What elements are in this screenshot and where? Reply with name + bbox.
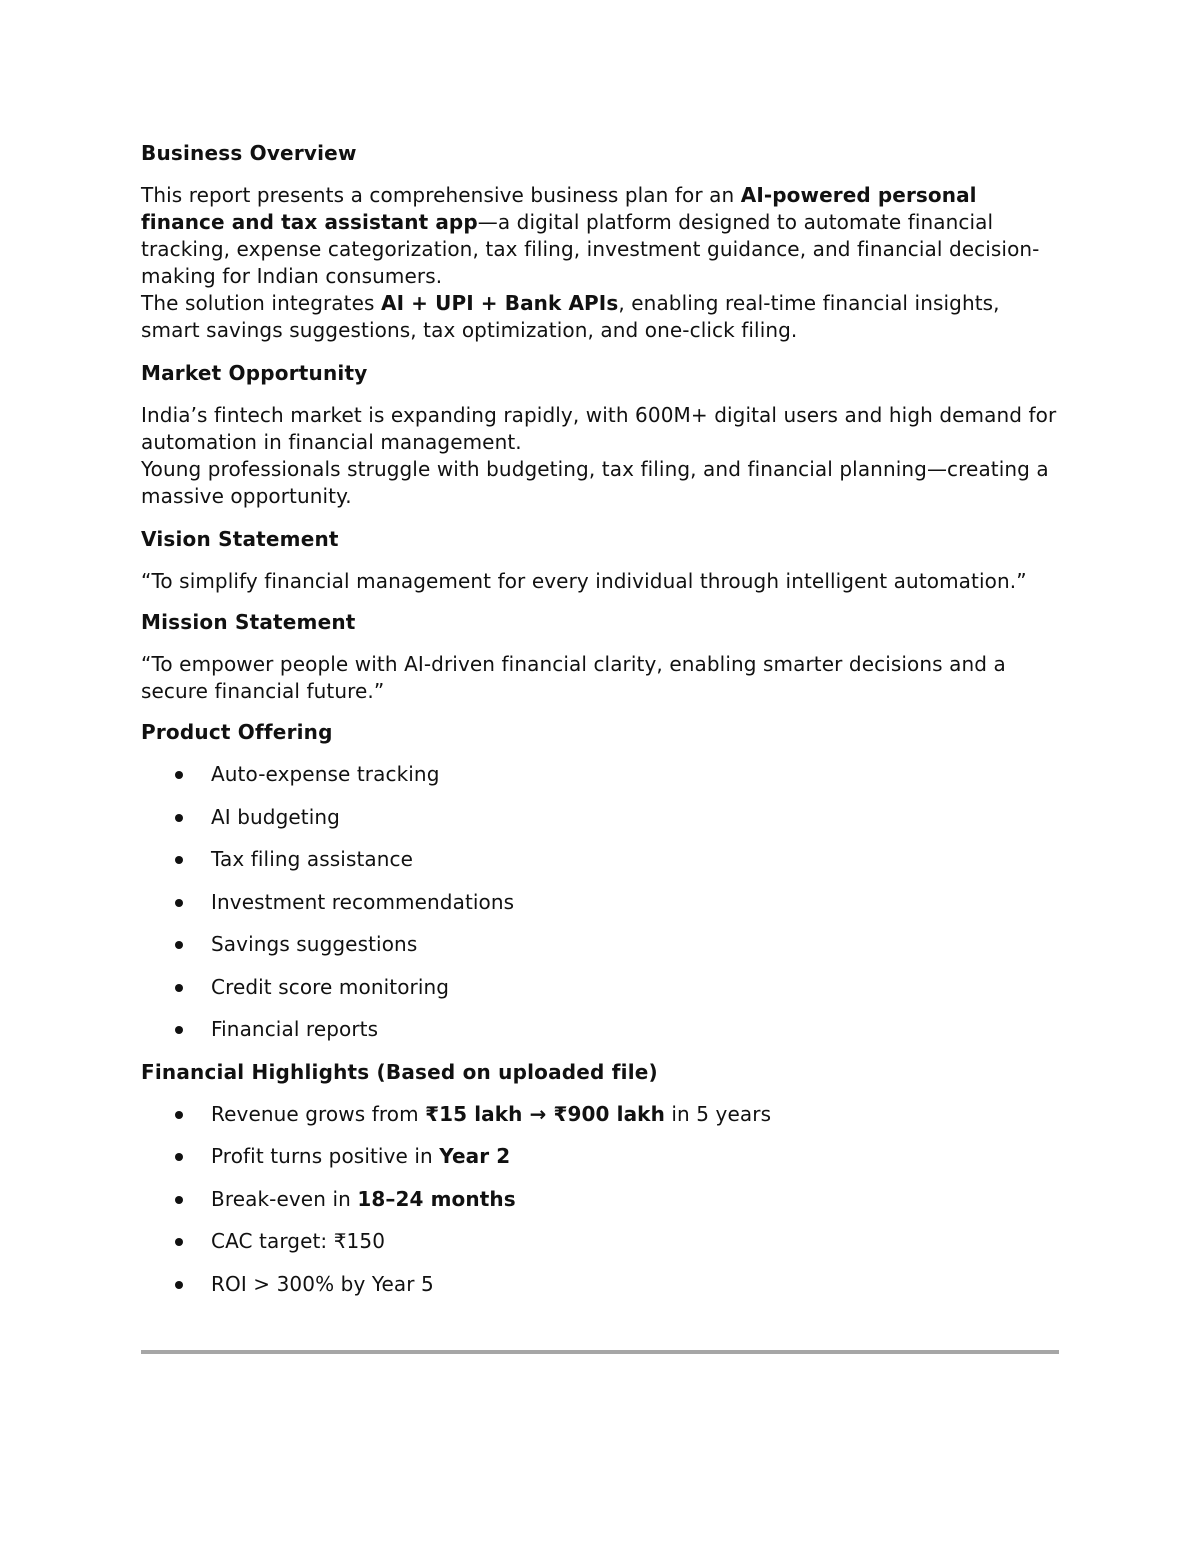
bullet-icon: [175, 984, 183, 992]
bo-p1-bold1: AI-powered personal: [740, 183, 977, 207]
bullet-icon: [175, 941, 183, 949]
horizontal-divider: [141, 1350, 1059, 1354]
bullet-icon: [175, 1238, 183, 1246]
bo-p2-rest: , enabling real-time financial insights, smart savings suggestions, tax optimization, and one-click filing.: [141, 291, 1000, 342]
bullet-icon: [175, 771, 183, 779]
list-item: Financial reports: [141, 1016, 1061, 1043]
business-overview-section: [141, 140, 1061, 344]
financial-highlights-list: [141, 1101, 1061, 1298]
list-item: Auto-expense tracking: [141, 761, 1061, 788]
market-opportunity-paragraph-2: Young professionals struggle with budgeting, tax filing, and financial planning—creating a massive opportunity.: [141, 457, 1049, 508]
product-offering-section: [141, 719, 1061, 1043]
bo-p2-intro: The solution integrates: [141, 291, 381, 315]
market-opportunity-paragraph-1: India’s fintech market is expanding rapidly, with 600M+ digital users and high demand for automation in financial management.: [141, 403, 1057, 454]
list-item: AI budgeting: [141, 804, 1061, 831]
bullet-icon: [175, 1281, 183, 1289]
vision-heading: Vision Statement: [141, 527, 339, 551]
document-page: [141, 140, 1061, 1313]
mission-section: [141, 609, 1061, 705]
bullet-icon: [175, 1026, 183, 1034]
market-opportunity-section: [141, 360, 1061, 510]
vision-text: “To simplify financial management for every individual through intelligent automation.”: [141, 569, 1027, 593]
product-offering-heading: Product Offering: [141, 720, 333, 744]
business-overview-paragraph-2: [141, 290, 1061, 344]
product-offering-list: [141, 761, 1061, 1043]
list-item: Tax filing assistance: [141, 846, 1061, 873]
bullet-icon: [175, 856, 183, 864]
list-item: Revenue grows from ₹15 lakh → ₹900 lakh in 5 years: [141, 1101, 1061, 1128]
list-item: Break-even in 18–24 months: [141, 1186, 1061, 1213]
bo-p2-bold: AI + UPI + Bank APIs: [381, 291, 619, 315]
vision-section: [141, 526, 1061, 595]
bullet-icon: [175, 814, 183, 822]
bullet-icon: [175, 899, 183, 907]
bullet-icon: [175, 1153, 183, 1161]
bo-p1-bold2: finance and tax assistant app: [141, 210, 478, 234]
financial-highlights-heading: Financial Highlights (Based on uploaded file): [141, 1059, 658, 1084]
list-item: Profit turns positive in Year 2: [141, 1143, 1061, 1170]
list-item: ROI > 300% by Year 5: [141, 1271, 1061, 1298]
list-item: Investment recommendations: [141, 889, 1061, 916]
bo-p1-rest: —a digital platform designed to automate financial tracking, expense categorization, tax filing, investment guidance, and financial decision-making for Indian consumers.: [141, 210, 1040, 288]
list-item: CAC target: ₹150: [141, 1228, 1061, 1255]
financial-highlights-section: [141, 1059, 1061, 1298]
market-opportunity-heading: Market Opportunity: [141, 361, 368, 385]
mission-heading: Mission Statement: [141, 610, 356, 634]
list-item: Credit score monitoring: [141, 974, 1061, 1001]
bullet-icon: [175, 1196, 183, 1204]
business-overview-paragraph-1: [141, 182, 1061, 290]
mission-text: “To empower people with AI-driven financial clarity, enabling smarter decisions and a secure financial future.”: [141, 652, 1006, 703]
list-item: Savings suggestions: [141, 931, 1061, 958]
bo-p1-intro: This report presents a comprehensive business plan for an: [141, 183, 741, 207]
business-overview-heading: Business Overview: [141, 141, 357, 165]
bullet-icon: [175, 1111, 183, 1119]
